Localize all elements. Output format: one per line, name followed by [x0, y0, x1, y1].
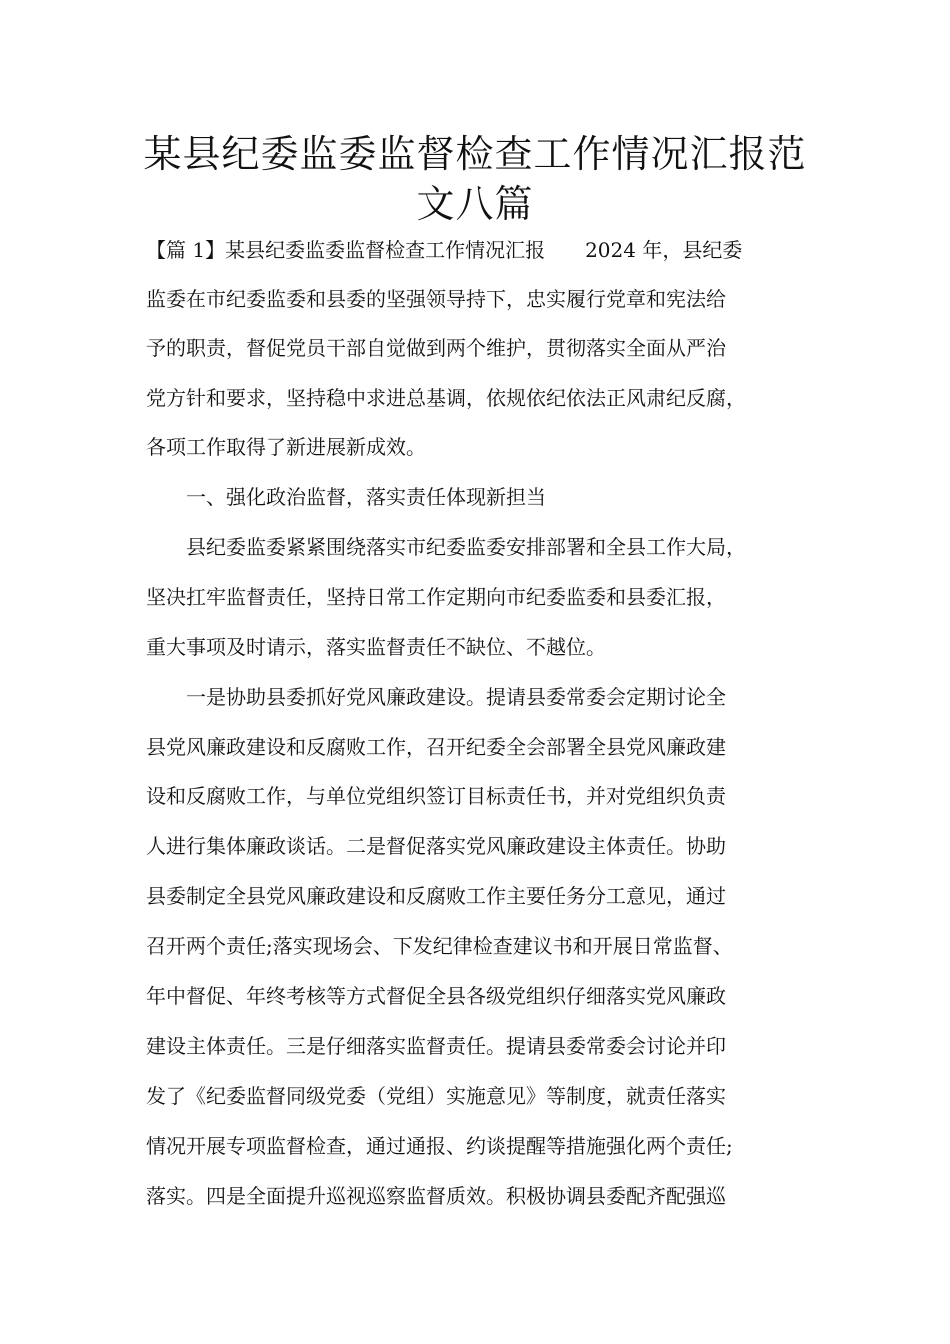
body-line: 重大事项及时请示，落实监督责任不缺位、不越位。 [146, 635, 606, 659]
body-line: 党方针和要求，坚持稳中求进总基调，依规依纪依法正风肃纪反腐， [146, 386, 746, 410]
body-line: 落实。四是全面提升巡视巡察监督质效。积极协调县委配齐配强巡 [146, 1184, 726, 1208]
body-line: 设和反腐败工作，与单位党组织签订目标责任书，并对党组织负责 [146, 784, 726, 808]
body-line: 坚决扛牢监督责任，坚持日常工作定期向市纪委监委和县委汇报， [146, 585, 726, 609]
body-line: 年中督促、年终考核等方式督促全县各级党组织仔细落实党风廉政 [146, 984, 726, 1008]
body-line: 发了《纪委监督同级党委（党组）实施意见》等制度，就责任落实 [146, 1084, 726, 1108]
body-line: 县党风廉政建设和反腐败工作，召开纪委全会部署全县党风廉政建 [146, 735, 726, 759]
document-title-line-2: 文八篇 [416, 182, 534, 226]
body-line: 县委制定全县党风廉政建设和反腐败工作主要任务分工意见，通过 [146, 884, 726, 908]
body-line: 建设主体责任。三是仔细落实监督责任。提请县委常委会讨论并印 [146, 1034, 726, 1058]
body-line: 召开两个责任;落实现场会、下发纪律检查建议书和开展日常监督、 [146, 934, 733, 958]
document-title-line-1: 某县纪委监委监督检查工作情况汇报范 [143, 132, 807, 176]
body-line: 一是协助县委抓好党风廉政建设。提请县委常委会定期讨论全 [146, 685, 726, 709]
body-line: 【篇 1】某县纪委监委监督检查工作情况汇报 2024 年，县纪委 [146, 238, 743, 262]
body-line: 情况开展专项监督检查，通过通报、约谈提醒等措施强化两个责任; [146, 1134, 733, 1158]
section-heading-line: 一、强化政治监督，落实责任体现新担当 [146, 485, 546, 509]
body-line: 予的职责，督促党员干部自觉做到两个维护，贯彻落实全面从严治 [146, 336, 726, 360]
body-line: 监委在市纪委监委和县委的坚强领导持下，忠实履行党章和宪法给 [146, 287, 726, 311]
body-line: 人进行集体廉政谈话。二是督促落实党风廉政建设主体责任。协助 [146, 834, 726, 858]
body-line: 县纪委监委紧紧围绕落实市纪委监委安排部署和全县工作大局， [146, 535, 746, 559]
body-line: 各项工作取得了新进展新成效。 [146, 435, 426, 459]
